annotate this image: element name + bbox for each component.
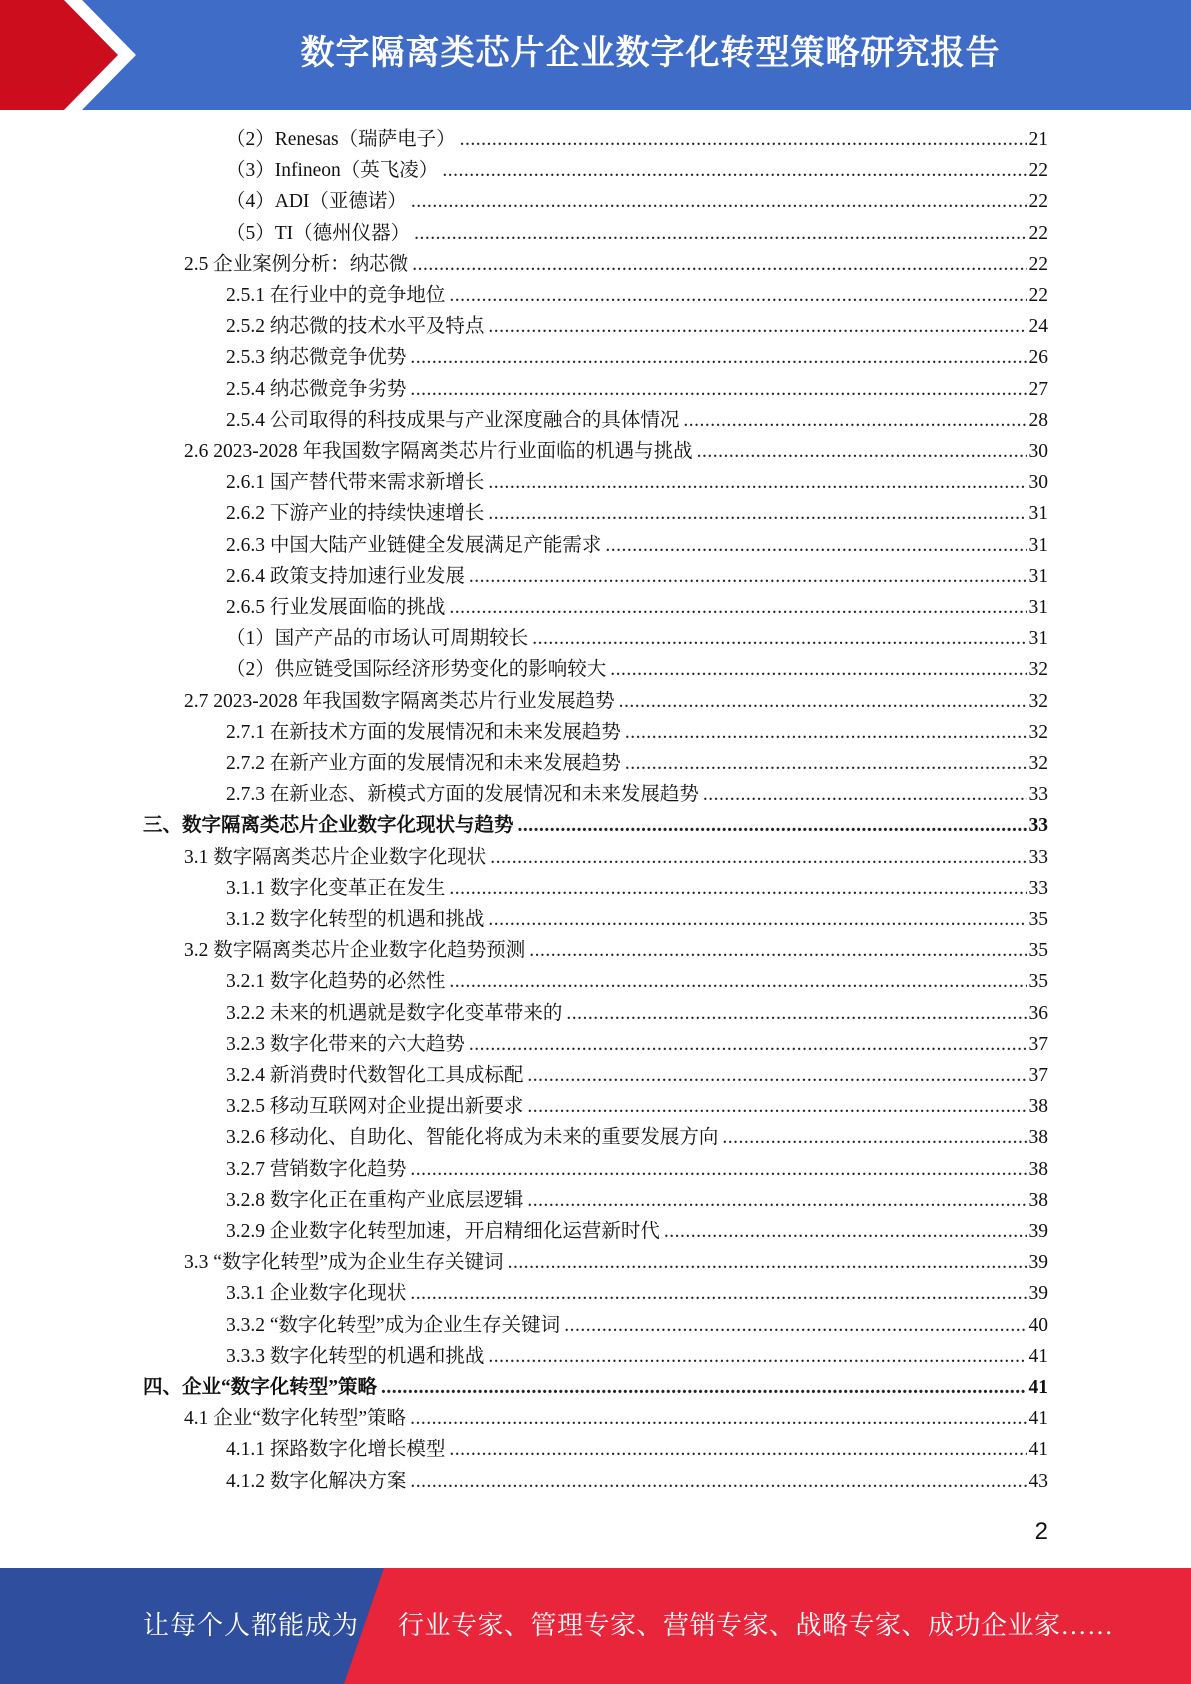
toc-entry-label: 2.6.1 国产替代带来需求新增长: [226, 472, 485, 494]
toc-entry-label: 3.1.1 数字化变革正在发生: [226, 877, 446, 899]
toc-entry-page: 38: [1028, 1189, 1048, 1211]
toc-dot-leader: [610, 654, 1026, 685]
toc-dot-leader: [469, 1029, 1027, 1060]
toc-dot-leader: [625, 748, 1027, 779]
toc-entry-page: 26: [1028, 347, 1048, 369]
toc-entry-label: 3.2.3 数字化带来的六大趋势: [226, 1033, 465, 1055]
toc-entry-label: 2.5 企业案例分析：纳芯微: [184, 253, 409, 275]
toc-entry-page: 27: [1028, 378, 1048, 400]
toc-dot-leader: [410, 1278, 1026, 1309]
toc-entry-label: 4.1.1 探路数字化增长模型: [226, 1439, 446, 1461]
toc-entry-page: 39: [1028, 1252, 1048, 1274]
toc-entry[interactable]: [184, 1403, 1048, 1434]
toc-entry-page: 30: [1028, 441, 1048, 462]
toc-entry[interactable]: [184, 686, 1048, 717]
toc-dot-leader: [683, 405, 1026, 436]
toc-dot-leader: [410, 374, 1026, 405]
toc-entry-label: （4）ADI（亚德诺）: [226, 191, 407, 213]
toc-dot-leader: [414, 218, 1026, 249]
toc-entry[interactable]: [184, 842, 1048, 873]
toc-entry[interactable]: [226, 374, 1048, 405]
toc-entry-label: （1）国产产品的市场认可周期较长: [226, 628, 529, 650]
toc-entry-label: 3.2.1 数字化趋势的必然性: [226, 971, 446, 993]
toc-entry-page: 22: [1028, 191, 1048, 213]
toc-entry[interactable]: [226, 1216, 1048, 1247]
toc-entry-page: 37: [1028, 1065, 1048, 1086]
toc-dot-leader: [449, 592, 1026, 623]
toc-entry-page: 31: [1028, 565, 1048, 587]
toc-entry[interactable]: [226, 124, 1048, 155]
toc-entry[interactable]: [226, 748, 1048, 779]
toc-entry-label: 3.2.2 未来的机遇就是数字化变革带来的: [226, 1002, 563, 1024]
toc-entry-label: 3.2.4 新消费时代数智化工具成标配: [226, 1065, 524, 1086]
toc-entry[interactable]: [226, 186, 1048, 217]
toc-entry-label: 2.7.3 在新业态、新模式方面的发展情况和未来发展趋势: [226, 784, 699, 806]
toc-entry-label: 3.3.1 企业数字化现状: [226, 1283, 407, 1305]
toc-entry[interactable]: [226, 1185, 1048, 1216]
toc-entry-page: 28: [1028, 409, 1048, 431]
toc-entry-label: 2.7 2023-2028 年我国数字隔离类芯片行业发展趋势: [184, 690, 615, 712]
toc-entry[interactable]: [226, 218, 1048, 249]
toc-dot-leader: [625, 717, 1027, 748]
toc-dot-leader: [518, 810, 1027, 841]
toc-entry-page: 38: [1028, 1096, 1048, 1118]
toc-entry-page: 43: [1028, 1470, 1048, 1492]
toc-entry-page: 22: [1028, 253, 1048, 275]
toc-entry-page: 35: [1028, 971, 1048, 993]
toc-entry-label: 2.7.1 在新技术方面的发展情况和未来发展趋势: [226, 721, 621, 743]
toc-entry-page: 32: [1028, 690, 1048, 712]
toc-dot-leader: [703, 779, 1027, 810]
toc-entry-label: 四、企业“数字化转型”策略: [143, 1377, 378, 1398]
toc-dot-leader: [410, 1154, 1026, 1185]
toc-dot-leader: [410, 1403, 1026, 1434]
toc-dot-leader: [410, 1466, 1026, 1497]
page-header: [0, 0, 1191, 110]
toc-dot-leader: [488, 467, 1026, 498]
toc-entry-page: 22: [1028, 160, 1048, 182]
toc-entry-page: 24: [1028, 316, 1048, 338]
toc-entry-label: 2.5.4 纳芯微竞争劣势: [226, 378, 407, 400]
toc-entry-label: 3.2.9 企业数字化转型加速，开启精细化运营新时代: [226, 1221, 660, 1242]
toc-entry-page: 37: [1028, 1033, 1048, 1055]
toc-entry[interactable]: [226, 1122, 1048, 1153]
toc-dot-leader: [411, 186, 1027, 217]
toc-entry[interactable]: [226, 998, 1048, 1029]
toc-entry[interactable]: [226, 1029, 1048, 1060]
toc-entry-page: 32: [1028, 753, 1048, 774]
toc-entry[interactable]: [226, 1154, 1048, 1185]
page-footer: [0, 1568, 1191, 1684]
toc-entry-page: 35: [1028, 909, 1048, 930]
toc-entry[interactable]: [184, 249, 1048, 280]
toc-entry-page: 39: [1028, 1283, 1048, 1305]
toc-entry[interactable]: [226, 1091, 1048, 1122]
toc-entry-page: 41: [1028, 1439, 1048, 1461]
toc-entry[interactable]: [226, 1310, 1048, 1341]
toc-entry[interactable]: [226, 280, 1048, 311]
toc-entry-page: 33: [1028, 877, 1048, 899]
toc-dot-leader: [527, 1060, 1026, 1091]
toc-entry-page: 33: [1028, 784, 1048, 806]
toc-entry-label: （2）供应链受国际经济形势变化的影响较大: [226, 659, 607, 681]
toc-dot-leader: [460, 124, 1027, 155]
toc-entry-page: 38: [1028, 1127, 1048, 1149]
toc-dot-leader: [490, 842, 1026, 873]
toc-entry-label: 2.6.3 中国大陆产业链健全发展满足产能需求: [226, 534, 602, 556]
toc-entry-page: 40: [1028, 1314, 1048, 1336]
toc-entry-label: 2.6.5 行业发展面临的挑战: [226, 597, 446, 618]
toc-entry-label: （2）Renesas（瑞萨电子）: [226, 129, 456, 150]
toc-entry-label: 2.6 2023-2028 年我国数字隔离类芯片行业面临的机遇与挑战: [184, 441, 693, 462]
toc-entry-label: 4.1 企业“数字化转型”策略: [184, 1408, 407, 1430]
toc-entry-page: 39: [1028, 1221, 1048, 1242]
toc-entry[interactable]: [184, 935, 1048, 966]
toc-entry[interactable]: [226, 311, 1048, 342]
toc-entry[interactable]: [226, 623, 1048, 654]
toc-entry-label: 2.6.2 下游产业的持续快速增长: [226, 503, 485, 525]
toc-entry-label: 2.5.1 在行业中的竞争地位: [226, 285, 446, 306]
toc-entry[interactable]: [226, 342, 1048, 373]
toc-entry-page: 38: [1028, 1158, 1048, 1180]
toc-dot-leader: [532, 623, 1026, 654]
toc-entry-label: （3）Infineon（英飞凌）: [226, 160, 439, 182]
toc-dot-leader: [442, 155, 1026, 186]
toc-entry[interactable]: [226, 155, 1048, 186]
toc-entry[interactable]: [226, 1278, 1048, 1309]
toc-dot-leader: [529, 935, 1026, 966]
toc-entry-page: 41: [1028, 1408, 1048, 1430]
toc-dot-leader: [469, 561, 1027, 592]
toc-dot-leader: [449, 280, 1026, 311]
toc-dot-leader: [381, 1372, 1026, 1403]
toc-entry[interactable]: [226, 592, 1048, 623]
toc-entry[interactable]: [184, 1247, 1048, 1278]
toc-entry-page: 31: [1028, 534, 1048, 556]
toc-entry-label: 3.2.6 移动化、自助化、智能化将成为未来的重要发展方向: [226, 1127, 719, 1149]
toc-entry-label: 2.5.3 纳芯微竞争优势: [226, 347, 407, 369]
toc-dot-leader: [527, 1185, 1026, 1216]
toc-dot-leader: [488, 498, 1026, 529]
toc-dot-leader: [449, 873, 1026, 904]
toc-dot-leader: [488, 1341, 1026, 1372]
toc-entry[interactable]: [226, 779, 1048, 810]
toc-dot-leader: [508, 1247, 1027, 1278]
footer-slogan-right: 行业专家、管理专家、营销专家、战略专家、成功企业家……: [398, 1611, 1114, 1640]
report-title: 数字隔离类芯片企业数字化转型策略研究报告: [300, 33, 1001, 73]
toc-entry-page: 41: [1028, 1377, 1048, 1398]
toc-entry-label: 3.3 “数字化转型”成为企业生存关键词: [184, 1252, 504, 1274]
toc-entry-label: 3.1 数字隔离类芯片企业数字化现状: [184, 846, 487, 868]
toc-dot-leader: [527, 1091, 1026, 1122]
toc-entry-page: 31: [1028, 597, 1048, 618]
toc-entry-page: 32: [1028, 659, 1048, 681]
toc-entry[interactable]: [226, 561, 1048, 592]
toc-entry[interactable]: [226, 1341, 1048, 1372]
toc-entry-page: 22: [1028, 222, 1048, 244]
toc-dot-leader: [619, 686, 1027, 717]
toc-entry[interactable]: [226, 873, 1048, 904]
toc-dot-leader: [566, 998, 1026, 1029]
toc-entry[interactable]: [226, 904, 1048, 935]
toc-entry-label: 2.5.4 公司取得的科技成果与产业深度融合的具体情况: [226, 409, 680, 431]
toc-dot-leader: [449, 1434, 1026, 1465]
toc-entry[interactable]: [226, 498, 1048, 529]
toc-dot-leader: [664, 1216, 1027, 1247]
toc-dot-leader: [564, 1310, 1026, 1341]
toc-entry-page: 33: [1028, 846, 1048, 868]
toc-entry[interactable]: [226, 717, 1048, 748]
toc-entry[interactable]: [226, 966, 1048, 997]
header-chevron-graphic: [0, 0, 160, 110]
toc-entry-page: 21: [1028, 129, 1048, 150]
page-number: 2: [1034, 1518, 1048, 1545]
toc-dot-leader: [449, 966, 1026, 997]
toc-dot-leader: [722, 1122, 1026, 1153]
toc-dot-leader: [697, 436, 1027, 467]
toc-entry-label: （5）TI（德州仪器）: [226, 222, 411, 244]
toc-entry-label: 2.5.2 纳芯微的技术水平及特点: [226, 316, 485, 338]
toc-dot-leader: [412, 249, 1026, 280]
toc-entry[interactable]: [226, 530, 1048, 561]
toc-entry[interactable]: [226, 654, 1048, 685]
toc-entry-label: 3.3.3 数字化转型的机遇和挑战: [226, 1345, 485, 1367]
toc-entry-label: 3.2.8 数字化正在重构产业底层逻辑: [226, 1189, 524, 1211]
toc-entry[interactable]: [226, 1060, 1048, 1091]
toc-entry-page: 30: [1028, 472, 1048, 494]
toc-entry-page: 31: [1028, 628, 1048, 650]
toc-entry-page: 35: [1028, 940, 1048, 962]
toc-entry[interactable]: [184, 436, 1048, 467]
toc-entry[interactable]: [226, 1466, 1048, 1497]
toc-entry-label: 3.2 数字隔离类芯片企业数字化趋势预测: [184, 940, 526, 962]
toc-dot-leader: [488, 311, 1026, 342]
toc-entry-label: 三、数字隔离类芯片企业数字化现状与趋势: [143, 815, 514, 837]
toc-entry-label: 3.2.7 营销数字化趋势: [226, 1158, 407, 1180]
toc-dot-leader: [488, 904, 1026, 935]
toc-entry-label: 2.6.4 政策支持加速行业发展: [226, 565, 465, 587]
toc-entry[interactable]: [226, 467, 1048, 498]
toc-entry-label: 3.2.5 移动互联网对企业提出新要求: [226, 1096, 524, 1118]
toc-entry-label: 3.3.2 “数字化转型”成为企业生存关键词: [226, 1314, 561, 1336]
toc-entry-page: 36: [1028, 1002, 1048, 1024]
toc-entry-page: 31: [1028, 503, 1048, 525]
toc-entry-label: 4.1.2 数字化解决方案: [226, 1470, 407, 1492]
toc-entry[interactable]: [226, 405, 1048, 436]
toc-entry[interactable]: [226, 1434, 1048, 1465]
toc-entry[interactable]: [143, 810, 1048, 841]
toc-entry-label: 2.7.2 在新产业方面的发展情况和未来发展趋势: [226, 753, 621, 774]
toc-dot-leader: [410, 342, 1026, 373]
toc-entry-label: 3.1.2 数字化转型的机遇和挑战: [226, 909, 485, 930]
toc-entry-page: 32: [1028, 721, 1048, 743]
toc-entry-page: 33: [1028, 815, 1048, 837]
toc-entry-page: 22: [1028, 285, 1048, 306]
toc-entry[interactable]: [143, 1372, 1048, 1403]
toc-dot-leader: [605, 530, 1026, 561]
footer-slogan-left: 让每个人都能成为: [143, 1611, 360, 1640]
toc-entry-page: 41: [1028, 1345, 1048, 1367]
